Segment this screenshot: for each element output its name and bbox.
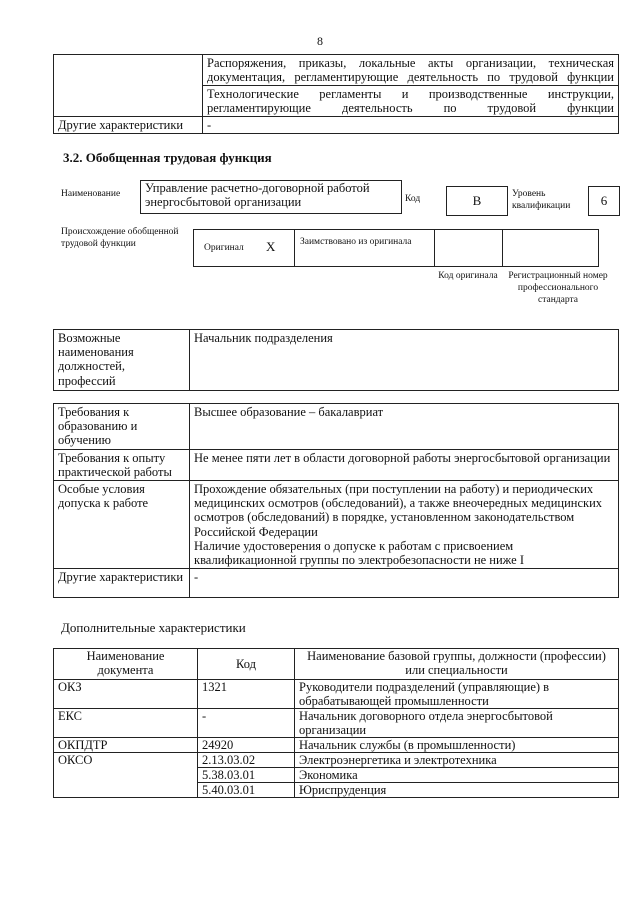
top-table-empty-cell (54, 55, 203, 86)
add-name-cell: Руководители подразделений (управляющие) в обрабатывающей промышленности (295, 680, 619, 709)
requirements-table (53, 403, 619, 598)
add-header-name: Наименование базовой группы, должности (профессии) или специальности (295, 649, 619, 680)
add-code-cell: 24920 (198, 738, 295, 753)
add-name-cell: Экономика (295, 768, 619, 783)
origin-code-caption: Код оригинала (438, 271, 498, 281)
level-value: 6 (588, 186, 620, 216)
top-table-empty-cell-2 (54, 86, 203, 117)
top-table-row1: Распоряжения, приказы, локальные акты организации, техническая документация, регламентирующие деятельность по трудовой функции (203, 55, 619, 86)
additional-table (53, 648, 619, 798)
req-other-value: - (190, 569, 619, 598)
add-doc-cell: ЕКС (54, 709, 198, 738)
add-name-cell: Электроэнергетика и электротехника (295, 753, 619, 768)
add-doc-cell: ОКЗ (54, 680, 198, 709)
conditions-value (190, 481, 619, 569)
origin-borrowed-label: Заимствовано из оригинала (300, 237, 412, 247)
table-row (54, 709, 619, 738)
section-title: 3.2. Обобщенная трудовая функция (63, 150, 272, 165)
table-row (54, 738, 619, 753)
experience-value: Не менее пяти лет в области договорной работы энергосбытовой организации (190, 449, 619, 480)
add-code-cell: 2.13.03.02 (198, 753, 295, 768)
function-name-value: Управление расчетно-договорной работой энергосбытовой организации (140, 180, 402, 214)
origin-original-label: Оригинал (204, 243, 244, 253)
top-table-row2: Технологические регламенты и производственные инструкции, регламентирующие деятельность по трудовой функции (203, 86, 619, 117)
positions-label: Возможные наименования должностей, профессий (54, 330, 190, 391)
conditions-value-2: Наличие удостоверения о допуске к работам с присвоением квалификационной группы по электробезопасности не ниже I (194, 538, 524, 568)
add-name-cell: Начальник договорного отдела энергосбытовой организации (295, 709, 619, 738)
add-header-doc: Наименование документа (54, 649, 198, 680)
add-name-cell: Юриспруденция (295, 783, 619, 798)
add-code-cell: - (198, 709, 295, 738)
add-code-cell: 5.40.03.01 (198, 783, 295, 798)
education-label: Требования к образованию и обучению (54, 404, 190, 450)
add-doc-cell: ОКСО (54, 753, 198, 798)
top-table-other-label: Другие характеристики (54, 117, 203, 134)
function-code-value: В (446, 186, 508, 216)
function-name-label: Наименование (61, 189, 121, 199)
additional-title: Дополнительные характеристики (61, 620, 246, 635)
origin-box (193, 229, 599, 267)
add-doc-cell: ОКПДТР (54, 738, 198, 753)
add-name-cell: Начальник службы (в промышленности) (295, 738, 619, 753)
origin-label: Происхождение обобщенной трудовой функции (61, 227, 179, 249)
page-number: 8 (317, 34, 323, 48)
origin-divider (294, 230, 295, 266)
req-other-label: Другие характеристики (54, 569, 190, 598)
function-code-label: Код (405, 194, 421, 204)
add-code-cell: 1321 (198, 680, 295, 709)
positions-table (53, 329, 619, 391)
experience-label: Требования к опыту практической работы (54, 449, 190, 480)
top-table (53, 54, 619, 134)
table-row (54, 680, 619, 709)
table-row (54, 753, 619, 768)
conditions-label: Особые условия допуска к работе (54, 481, 190, 569)
add-header-code: Код (198, 649, 295, 680)
positions-value: Начальник подразделения (190, 330, 619, 391)
top-table-other-value: - (203, 117, 619, 134)
education-value: Высшее образование – бакалавриат (190, 404, 619, 450)
add-code-cell: 5.38.03.01 (198, 768, 295, 783)
origin-divider-2 (434, 230, 435, 266)
origin-original-mark: X (266, 239, 276, 254)
conditions-value-1: Прохождение обязательных (при поступлении на работу) и периодических медицинских осмотров (обследований), а также внеочередных медицинских осмотров (обследований) в порядке, установленном законодательством Российской Федерации (194, 482, 603, 539)
origin-reg-caption: Регистрационный номер профессионального стандарта (508, 271, 608, 305)
origin-divider-3 (502, 230, 503, 266)
level-label: Уровень квалификации (512, 189, 571, 211)
